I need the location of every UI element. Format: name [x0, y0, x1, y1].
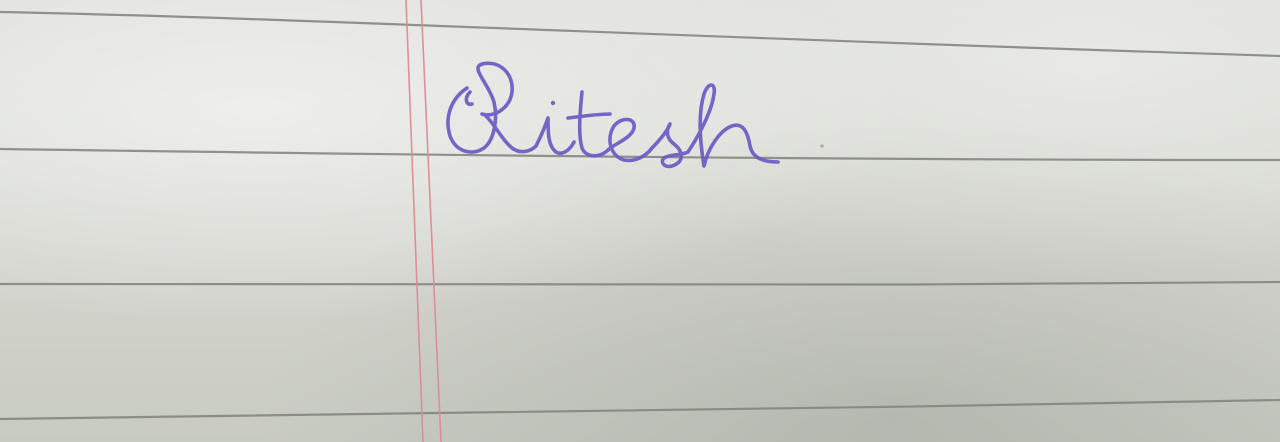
- letter-t-cross: [568, 114, 610, 118]
- letter-t-stem: [580, 92, 608, 156]
- letter-i-dot: [551, 101, 555, 105]
- letter-h: [688, 85, 778, 166]
- letter-i: [536, 118, 574, 153]
- letter-r-loop-dot: [466, 92, 472, 104]
- letter-e: [608, 119, 652, 160]
- letter-s: [652, 124, 688, 166]
